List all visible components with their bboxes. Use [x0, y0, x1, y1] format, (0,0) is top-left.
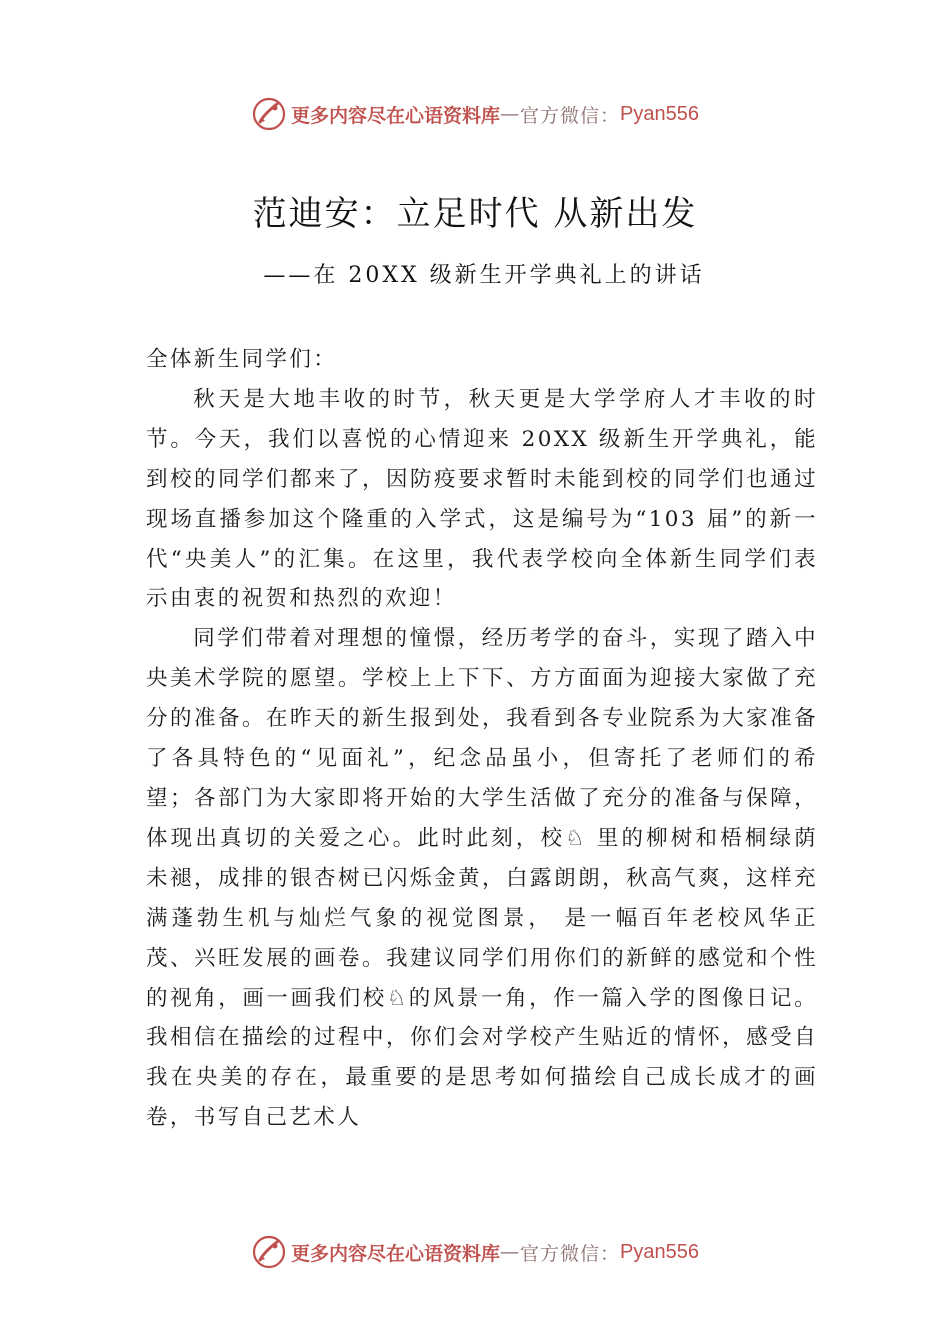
paragraph: 同学们带着对理想的憧憬，经历考学的奋斗，实现了踏入中央美术学院的愿望。学校上上下下、方方面面为迎接大家做了充分的准备。在昨天的新生报到处，我看到各专业院系为大家准备了各具特色的“见面礼”，纪念品虽小，但寄托了老师们的希望；各部门为大家即将开始的大学生活做了充分的准备与保障，体现出真切的关爱之心。此时此刻，校♘ 里的柳树和梧桐绿荫未褪，成排的银杏树已闪烁金黄，白露朗朗，秋高气爽，这样充满蓬勃生机与灿烂气象的视觉图景， 是一幅百年老校风华正茂、兴旺发展的画卷。我建议同学们用你们的新鲜的感觉和个性的视角，画一画我们校♘的风景一角，作一篇入学的图像日记。我相信在描绘的过程中，你们会对学校产生贴近的情怀，感受自我在央美的存在，最重要的是思考如何描绘自己成长成才的画卷，书写自己艺术人: [146, 626, 818, 1131]
banner-dash: —: [500, 1241, 521, 1263]
banner-site-name: 更多内容尽在心语资料库: [291, 104, 501, 127]
banner-wechat-id: Pyan556: [620, 1240, 699, 1263]
document-body: [146, 340, 818, 1138]
document-subtitle: ——在 20XX 级新生开学典礼上的讲话: [263, 263, 705, 288]
footer-banner: [0, 1232, 950, 1272]
document-title: 范迪安：立足时代 从新出发: [252, 194, 698, 234]
paragraph: 秋天是大地丰收的时节，秋天更是大学学府人才丰收的时节。今天，我们以喜悦的心情迎来 20XX 级新生开学典礼，能到校的同学们都来了，因防疫要求暂时未能到校的同学们也通过现场直播参加这个隆重的入学式，这是编号为“103 届”的新一代“央美人”的汇集。在这里，我代表学校向全体新生同学们表示由衷的祝贺和热烈的欢迎！: [146, 386, 818, 612]
banner-wechat-label: 官方微信：: [520, 104, 621, 127]
header-banner: [0, 94, 950, 134]
brush-logo-icon: [251, 96, 287, 132]
banner-wechat-id: Pyan556: [620, 102, 699, 125]
banner-site-name: 更多内容尽在心语资料库: [291, 1242, 501, 1265]
banner-wechat-label: 官方微信：: [520, 1242, 621, 1265]
salutation: 全体新生同学们：: [146, 347, 338, 372]
banner-dash: —: [500, 103, 521, 125]
brush-logo-icon: [251, 1234, 287, 1270]
